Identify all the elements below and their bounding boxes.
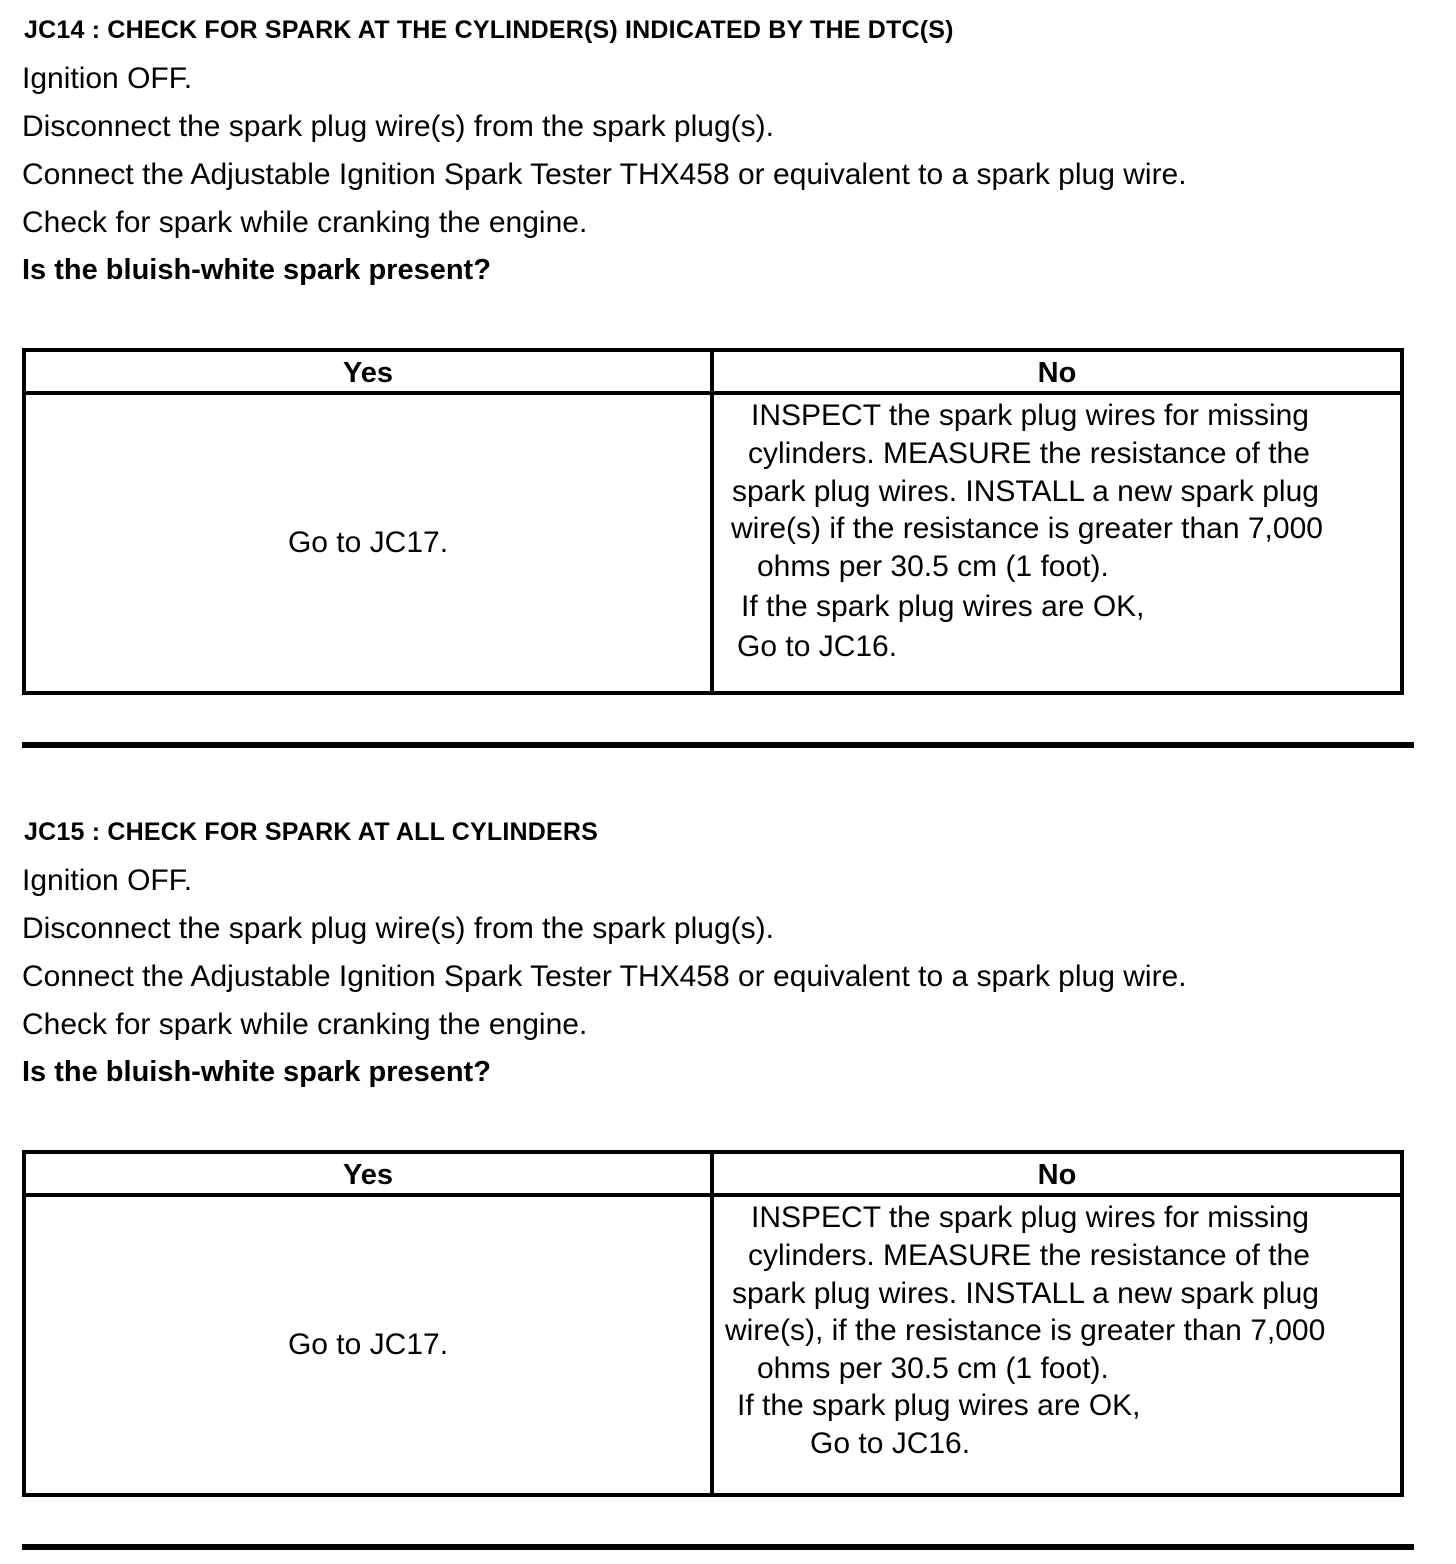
no-header: No [1037, 357, 1077, 389]
no-action-line: If the spark plug wires are OK, [737, 1389, 1141, 1422]
instruction-line: Disconnect the spark plug wire(s) from the spark plug(s). [22, 912, 774, 945]
instruction-line: Ignition OFF. [22, 62, 193, 95]
yes-cell [26, 395, 710, 691]
instruction-line: Disconnect the spark plug wire(s) from the spark plug(s). [22, 110, 774, 143]
instruction-line: Connect the Adjustable Ignition Spark Tester THX458 or equivalent to a spark plug wire. [22, 960, 1187, 993]
no-action-line: Go to JC16. [810, 1427, 971, 1460]
no-action-line: Go to JC16. [737, 630, 898, 663]
no-action-line: spark plug wires. INSTALL a new spark plug [732, 475, 1319, 508]
no-action-line: cylinders. MEASURE the resistance of the [748, 1239, 1310, 1272]
decision-table [22, 348, 1404, 695]
section-divider [22, 1544, 1414, 1550]
instruction-line: Ignition OFF. [22, 864, 193, 897]
step-question: Is the bluish-white spark present? [22, 254, 491, 286]
step-question: Is the bluish-white spark present? [22, 1056, 491, 1088]
no-action-line: ohms per 30.5 cm (1 foot). [757, 1352, 1109, 1385]
instruction-line: Connect the Adjustable Ignition Spark Tester THX458 or equivalent to a spark plug wire. [22, 158, 1187, 191]
step-title: JC15 : CHECK FOR SPARK AT ALL CYLINDERS [24, 818, 599, 846]
no-cell [714, 395, 1400, 691]
instruction-line: Check for spark while cranking the engine. [22, 1008, 588, 1041]
yes-action-text: Go to JC17. [287, 1328, 449, 1361]
no-header: No [1037, 1159, 1077, 1191]
no-action-line: spark plug wires. INSTALL a new spark plug [732, 1277, 1319, 1310]
yes-action-text: Go to JC17. [287, 526, 449, 559]
yes-header: Yes [343, 357, 393, 389]
no-action-line: wire(s) if the resistance is greater than 7,000 [731, 512, 1323, 545]
section-divider [22, 742, 1414, 748]
no-action-line: cylinders. MEASURE the resistance of the [748, 437, 1310, 470]
no-action-line: ohms per 30.5 cm (1 foot). [757, 550, 1109, 583]
no-action-line: If the spark plug wires are OK, [741, 590, 1145, 623]
yes-cell [26, 1197, 710, 1493]
instruction-line: Check for spark while cranking the engine. [22, 206, 588, 239]
no-action-line: INSPECT the spark plug wires for missing [751, 399, 1309, 432]
step-title: JC14 : CHECK FOR SPARK AT THE CYLINDER(S) INDICATED BY THE DTC(S) [24, 16, 954, 44]
yes-header: Yes [343, 1159, 393, 1191]
no-action-line: INSPECT the spark plug wires for missing [751, 1201, 1309, 1234]
no-action-line: wire(s), if the resistance is greater than 7,000 [725, 1314, 1326, 1347]
no-cell [714, 1197, 1400, 1493]
decision-table [22, 1150, 1404, 1497]
